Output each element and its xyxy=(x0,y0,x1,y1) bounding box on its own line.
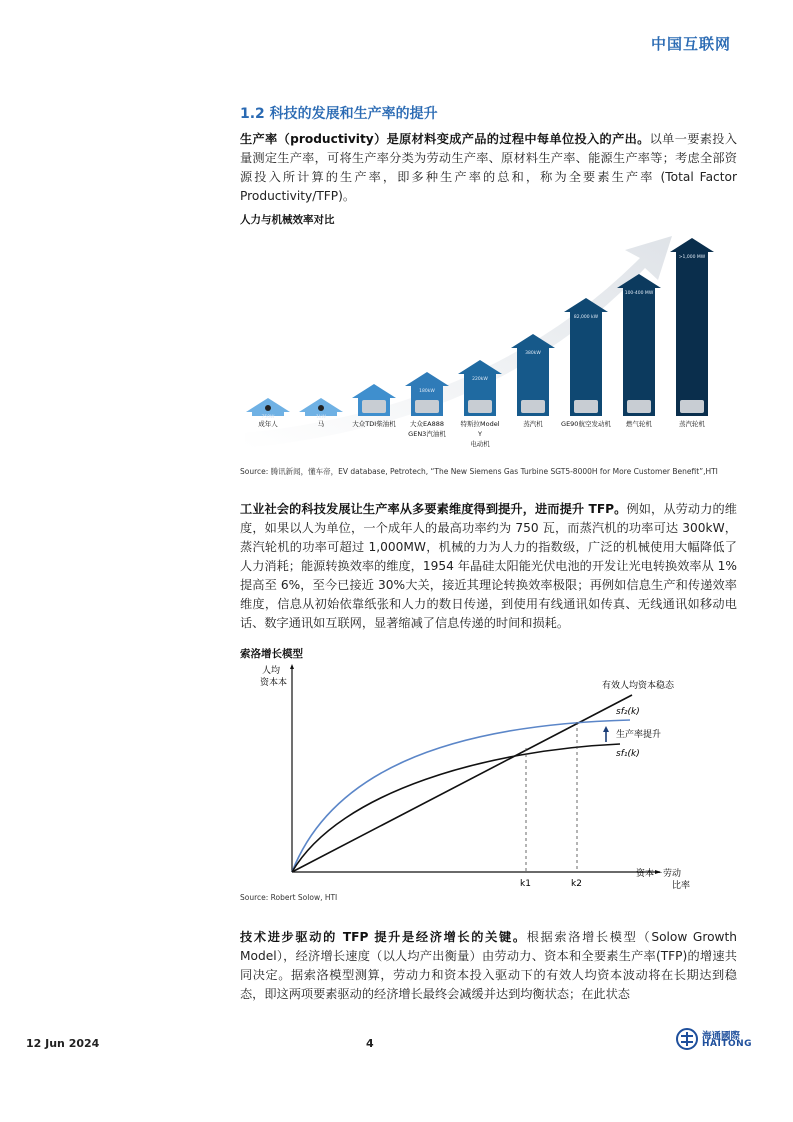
power-bar-label: 蒸汽轮机 xyxy=(679,420,705,428)
paragraph-productivity xyxy=(240,130,737,206)
power-bar-label: 马 xyxy=(317,420,325,428)
machine-image-icon xyxy=(680,400,704,413)
shift-label: 生产率提升 xyxy=(616,730,662,740)
growth-arrow-background xyxy=(245,236,672,448)
power-comparison-chart xyxy=(240,228,740,463)
section-title: 1.2 科技的发展和生产率的提升 xyxy=(240,106,438,122)
person-icon xyxy=(265,405,271,411)
power-bar-value: 100-400 MW xyxy=(624,291,654,296)
machine-image-icon xyxy=(468,400,492,413)
power-bar-label: Y xyxy=(478,430,482,438)
logo-cn-text: 海通國際 xyxy=(702,1031,741,1042)
power-bar-value: 1kW xyxy=(316,415,326,420)
paragraph-bold: 技术进步驱动的 TFP 提升是经济增长的关键。 xyxy=(240,930,527,944)
paragraph-text: 根据索洛增长模型（Solow Growth Model），经济增长速度（以人均产出衡量）由劳动力、资本和全要素生产率(TFP)的增速共同决定。据索洛模型测算，劳动力和资本投入驱动下的有效人均资本波动将在长期达到稳态，即这两项要素驱动的经济增长最终会减缓并达到均衡状态；在此状态 xyxy=(240,930,737,1001)
paragraph-bold: 生产率（productivity）是原材料变成产品的过程中每单位投入的产出。 xyxy=(240,132,650,146)
page-number: 4 xyxy=(366,1037,374,1050)
steady-state-label: 有效人均资本稳态 xyxy=(602,681,675,691)
sf2-curve xyxy=(292,720,630,872)
power-bar-label: 成年人 xyxy=(258,420,278,428)
header-brand: 中国互联网 xyxy=(650,35,731,53)
power-bar-value: 380kW xyxy=(525,351,541,356)
power-bar-label: 燃气轮机 xyxy=(626,420,652,428)
solow-model-chart xyxy=(240,660,740,890)
paragraph-text: 以单一要素投入量测定生产率，可将生产率分类为劳动生产率、原材料生产率、能源生产率等；考虑全部资源投入所计算的生产率，即多种生产率的总和，称为全要素生产率 (Total Factor Productivity/TFP)。 xyxy=(240,132,738,203)
power-bar-label: 大众EA888 xyxy=(410,420,444,428)
power-bar-value: 180kW xyxy=(419,389,435,394)
power-bar-label: GE90航空发动机 xyxy=(561,420,611,428)
y-label-2: 资本本 xyxy=(260,678,288,688)
power-bar-value: 750W xyxy=(261,415,275,420)
figure2-source: Source: Robert Solow, HTI xyxy=(240,893,338,902)
power-bar-label: 电动机 xyxy=(470,440,490,448)
x-label-2: 比率 xyxy=(672,881,691,890)
power-bar-label: 特斯拉Model xyxy=(460,420,500,428)
footer-date: 12 Jun 2024 xyxy=(26,1037,100,1050)
paragraph-industrial xyxy=(240,500,737,633)
k2-tick-label: k2 xyxy=(571,879,582,889)
machine-image-icon xyxy=(574,400,598,413)
figure2-title: 索洛增长模型 xyxy=(240,648,303,660)
sf1-curve xyxy=(292,744,620,872)
figure1-title: 人力与机械效率对比 xyxy=(240,214,335,226)
paragraph-bold: 工业社会的科技发展让生产率从多要素维度得到提升，进而提升 TFP。 xyxy=(240,502,627,516)
shift-arrowhead-icon xyxy=(603,726,609,732)
paragraph-text: 例如，从劳动力的维度，如果以人为单位，一个成年人的最高功率约为 750 瓦，而蒸汽机的功率可达 300kW，蒸汽轮机的功率可超过 1,000MW，机械的力为人力的指数级，广泛的机械使用大幅降低了人力消耗；能源转换效率的维度，1954 年晶硅太阳能光伏电池的开发让光电转换效率从 1%提高至 6%，至今已接近 30%大关，接近其理论转换效率极限；再例如信息生产和传递效率维度，信息从初始依靠纸张和人力的数日传递，到使用有线通讯如传真、无线通讯如移动电话、数字通讯如互联网，显著缩减了信息传递的时间和损耗。 xyxy=(240,502,737,630)
k1-tick-label: k1 xyxy=(520,879,531,889)
power-bar-label: 蒸汽机 xyxy=(523,420,543,428)
sf1-label: sf₁(k) xyxy=(616,749,640,759)
power-bar-label: GEN3汽油机 xyxy=(408,430,446,438)
logo-en-text: HAITONG xyxy=(702,1039,753,1049)
power-bar xyxy=(670,238,714,416)
machine-image-icon xyxy=(362,400,386,413)
machine-image-icon xyxy=(521,400,545,413)
power-bar-label: 大众TDI柴油机 xyxy=(352,420,396,428)
x-label-1: 资本－劳动 xyxy=(636,869,682,879)
figure1-source: Source: 腾讯新闻，懂车帝，EV database, Petrotech, “The New Siemens Gas Turbine SGT5-8000H for More Customer Benefit”,HTI xyxy=(240,467,718,476)
power-bar-value: 82,000 kW xyxy=(573,315,599,320)
horse-icon xyxy=(318,405,324,411)
y-label-1: 人均 xyxy=(262,666,281,676)
sf2-label: sf₂(k) xyxy=(616,707,640,717)
machine-image-icon xyxy=(627,400,651,413)
power-bar-value: 220kW xyxy=(472,377,488,382)
paragraph-tfp xyxy=(240,928,737,1004)
haitong-logo-icon xyxy=(676,1028,698,1050)
power-bar-value: >1,000 MW xyxy=(678,255,706,260)
machine-image-icon xyxy=(415,400,439,413)
y-axis-arrow-icon xyxy=(290,664,294,669)
steady-state-line xyxy=(292,695,632,872)
